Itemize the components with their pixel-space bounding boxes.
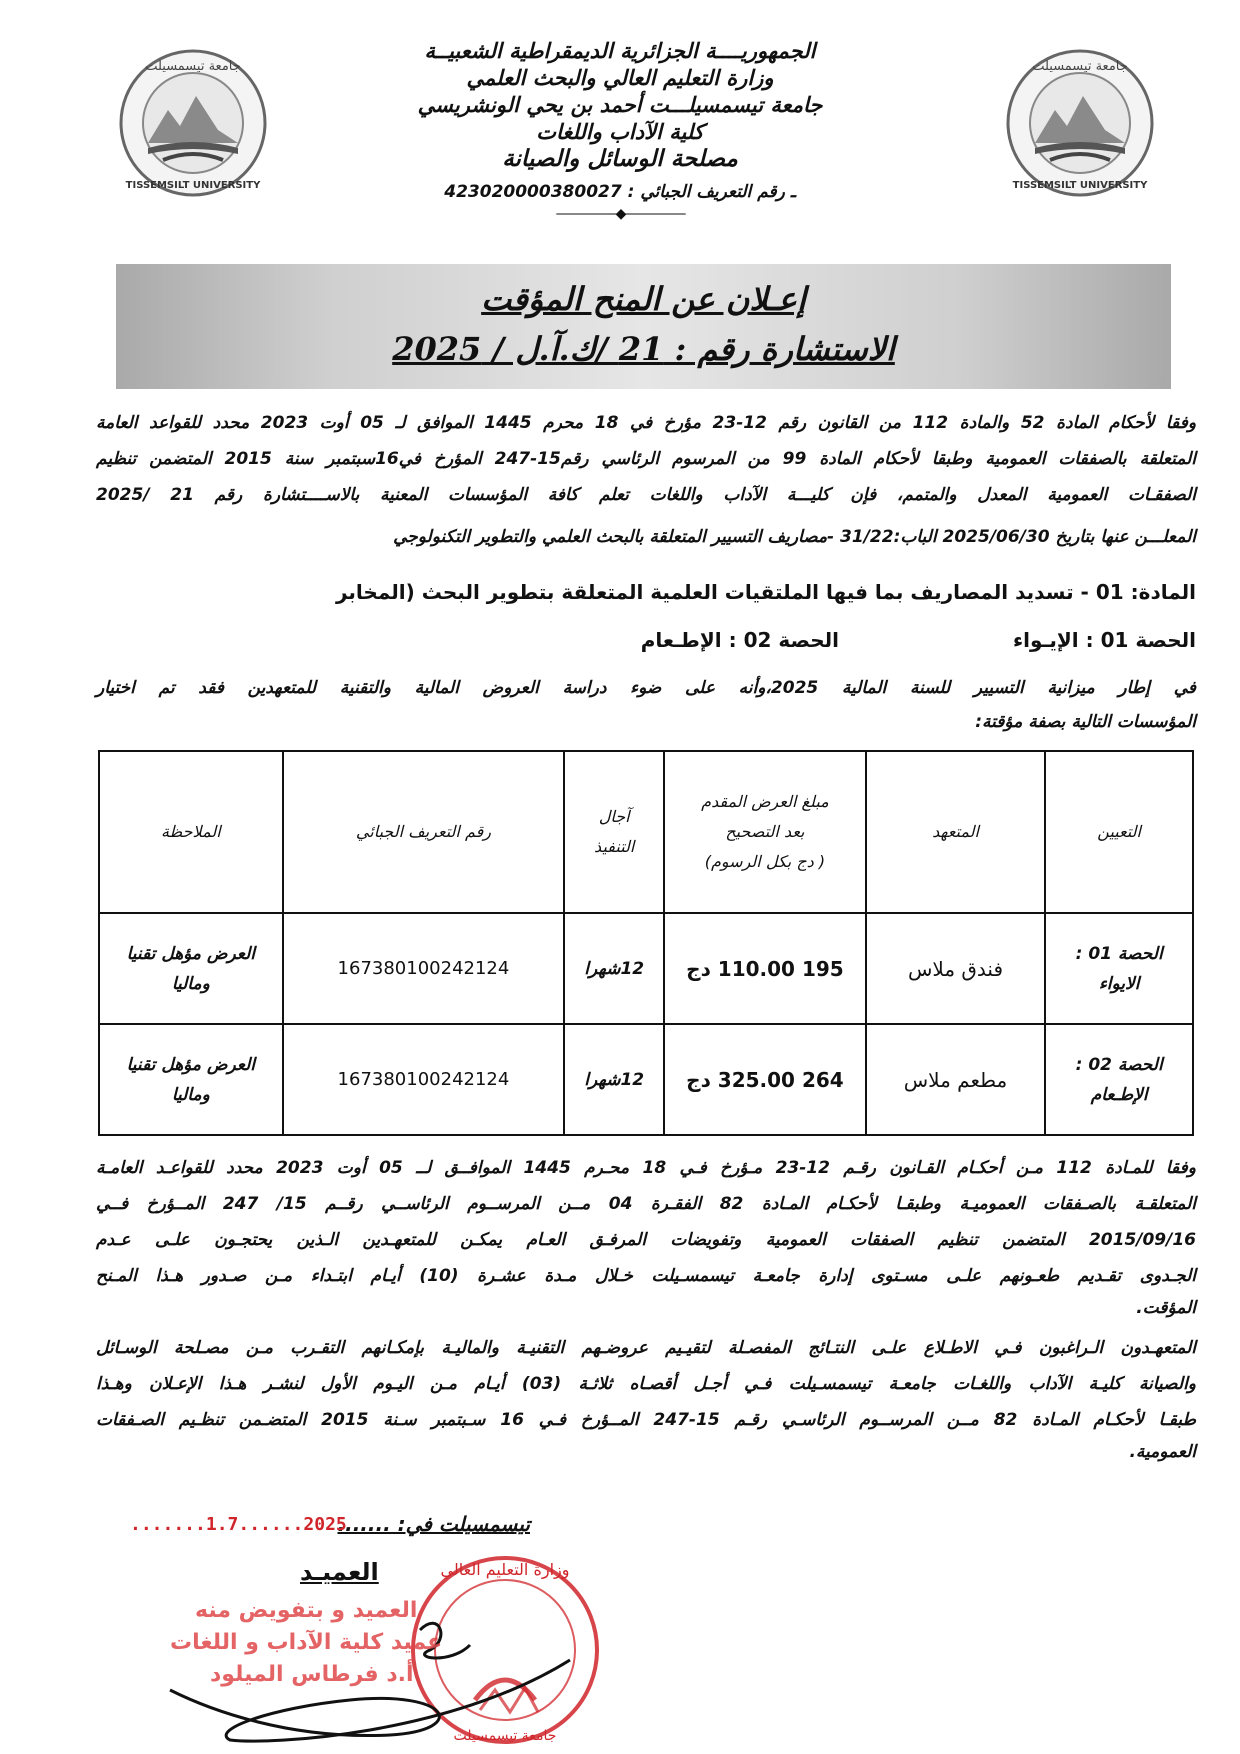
cell-note [99,1024,283,1135]
header-delay [564,751,664,913]
cell-lot [1045,913,1193,1024]
lot-name: الإطـعام [1090,1084,1148,1105]
appeal-line: المتعلقـة بالصـفقات العموميـة وطبقـا لأحكـام المـادة 82 الفقـرة 04 مــن المرســوم الرئاســي رقــم 15/ 247 المــؤرخ فــي [96,1194,1196,1214]
cell-amount: 195 110.00 دج [664,913,866,1024]
header-tax-id: رقم التعريف الجبائي [283,751,565,913]
faculty-name: كلية الآداب واللغات [536,120,704,144]
stamp-top-text: وزارة التعليم العالي [440,1560,570,1579]
header-amount-line: مبلغ العرض المقدم [701,792,829,811]
seal-text-ar: جامعة تيسمسيلت [1032,59,1128,74]
header-delay-line: آجال [598,807,630,826]
table-row [99,913,1193,1024]
place-date-label: تيسمسيلت في: ....... [337,1512,530,1536]
lot1-label: الحصة 01 : الإيـواء [1012,628,1196,652]
lot-name: الايواء [1098,973,1140,994]
header-delay-line: التنفيذ [594,837,635,856]
lot2-label: الحصة 02 : الإطـعام [640,628,839,652]
budget-line: في إطار ميزانية التسيير للسنة المالية 2025،وأنه على ضوء دراسة العروض المالية والتقنية للمتعهدين فقد تم اختيار [96,678,1197,698]
seal-text-en: TISSEMSILT UNIVERSITY [125,180,261,191]
divider-ornament: —————◆————— [555,206,685,222]
lot-number: الحصة 01 : [1075,943,1163,964]
cell-amount: 264 325.00 دج [664,1024,866,1135]
awards-table [98,750,1194,1136]
cell-lot [1045,1024,1193,1135]
article-line: المادة: 01 - تسديد المصاريف بما فيها الملتقيات العلمية المتعلقة بتطوير البحث (المخابر [335,580,1196,604]
info-paragraph [96,1330,1196,1438]
info-line: المتعهـدون الـراغبون فـي الاطـلاع علـى النتـائج المفصـلة لتقيـيم عروضـهم التقنيـة والماليـة بإمكـانهم التقـرب مـن مصـلحة الوسـائل [96,1338,1196,1358]
intro-last-line: المعلـــن عنها بتاريخ 2025/06/30 الباب:31/22 -مصاريف التسيير المتعلقة بالبحث العلمي والتطوير التكنولوجي [393,527,1196,547]
announcement-title-box [116,264,1171,389]
header-amount-line: ( دج بكل الرسوم) [704,852,826,871]
cell-bidder: مطعم ملاس [866,1024,1046,1135]
note-line: وماليا [171,1084,210,1105]
appeal-line: 2015/09/16 المتضمن تنظيم الصفقات العمومية وتفويضات المرفـق العـام يمكـن للمتعهـدين الـذين يحتجـون علـى عـدم [96,1230,1196,1250]
cell-bidder: فندق ملاس [866,913,1046,1024]
date-stamp: 2025......1.7....... [130,1514,347,1535]
cell-delay: 12شهرا [564,913,664,1024]
rect-stamp-line: عميد كلية الآداب و اللغات [170,1630,443,1655]
appeal-line: وفقا للمـادة 112 مـن أحكـام القـانون رقـم 12-23 مـؤرخ فـي 18 محـرم 1445 الموافــق لــ 05 أوت 2023 محدد للقواعـد العامـة [96,1158,1196,1178]
dean-title: العميـد [300,1558,379,1586]
cell-delay: 12شهرا [564,1024,664,1135]
cell-tax-id: 167380100242124 [283,1024,565,1135]
intro-line: الصفقـات العمومية المعدل والمتمم، فإن كليـــة الآداب واللغات تعلم كافة المؤسسات المعنية بالاســــتشارة رقم 21 /2025 [96,485,1196,505]
stamp-bottom-text: جامعة تيسمسيلت [453,1728,557,1744]
republic-name: الجمهوريــــة الجزائرية الديمقراطية الشعبيــة [424,39,816,63]
header-amount [664,751,866,913]
tax-id-line [360,179,880,206]
budget-paragraph [96,670,1196,706]
intro-line: وفقا لأحكام المادة 52 والمادة 112 من القانون رقم 12-23 مؤرخ في 18 محرم 1445 الموافق لـ 05 أوت 2023 محدد للقواعد العامة [96,413,1197,433]
info-line: والصيانة كليـة الآداب واللغـات جامعـة تيسمسـيلت فـي أجـل أقصـاه ثلاثـة (03) أيـام مـن اليـوم الأول لنشـر هـذا الإعـلان وهـذا [96,1374,1197,1394]
university-seal-icon [1005,48,1155,198]
lots-line [641,628,1196,652]
rect-stamp-line: العميد و بتفويض منه [195,1598,418,1623]
info-last-line: العمومية. [1129,1442,1196,1462]
budget-line-2: المؤسسات التالية بصفة مؤقتة: [975,712,1196,732]
info-line: طبقـا لأحكـام المـادة 82 مــن المرســوم الرئاسـي رقـم 15-247 المــؤرخ فـي 16 سـبتمبر سـنة 2015 المتضـمن تنظـيم الصـفقات [96,1410,1196,1430]
header-note: الملاحظة [99,751,283,913]
note-line: العرض مؤهل تقنيا [126,1054,255,1075]
university-name: جامعة تيسمسيلـــت أحمد بن يحي الونشريسي [417,93,823,117]
letterhead [360,38,880,222]
rect-stamp-line: أ.د فرطاس الميلود [210,1662,414,1687]
cell-note [99,913,283,1024]
table-header-row [99,751,1193,913]
appeal-last-line: المؤقت. [1136,1298,1196,1318]
cell-tax-id: 167380100242124 [283,913,565,1024]
header-bidder: المتعهد [866,751,1046,913]
seal-text-ar: جامعة تيسمسيلت [145,59,241,74]
consultation-number: الاستشارة رقم : 21 /ك.آ.ل / 2025 [392,330,895,368]
note-line: وماليا [171,973,210,994]
tax-id-value: 423020000380027 [444,182,622,202]
announcement-title: إعـلان عن المنح المؤقت [481,280,806,318]
header-amount-line: بعد التصحيح [725,822,805,841]
seal-text-en: TISSEMSILT UNIVERSITY [1012,180,1148,191]
appeal-paragraph [96,1150,1196,1294]
note-line: العرض مؤهل تقنيا [126,943,255,964]
intro-line: المتعلقة بالصفقات العمومية وطبقا لأحكام المادة 99 من المرسوم الرئاسي رقم15-247 المؤرخ في16سبتمبر سنة 2015 المتضمن تنظيم [96,449,1196,469]
university-seal-icon [118,48,268,198]
tax-id-label: ـ رقم التعريف الجبائي : [627,182,796,202]
table-row [99,1024,1193,1135]
appeal-line: الجـدوى تقـديم طعـونهم علـى مسـتوى إدارة جامعـة تيسمسـيلت خـلال مـدة عشـرة (10) أيـام ابتـداء مـن صـدور هـذا المـنح [96,1266,1196,1286]
intro-paragraph [96,405,1196,513]
department-name: مصلحة الوسائل والصيانة [502,146,738,172]
ministry-name: وزارة التعليم العالي والبحث العلمي [466,66,774,90]
lot-number: الحصة 02 : [1075,1054,1163,1075]
header-designation: التعيين [1045,751,1193,913]
